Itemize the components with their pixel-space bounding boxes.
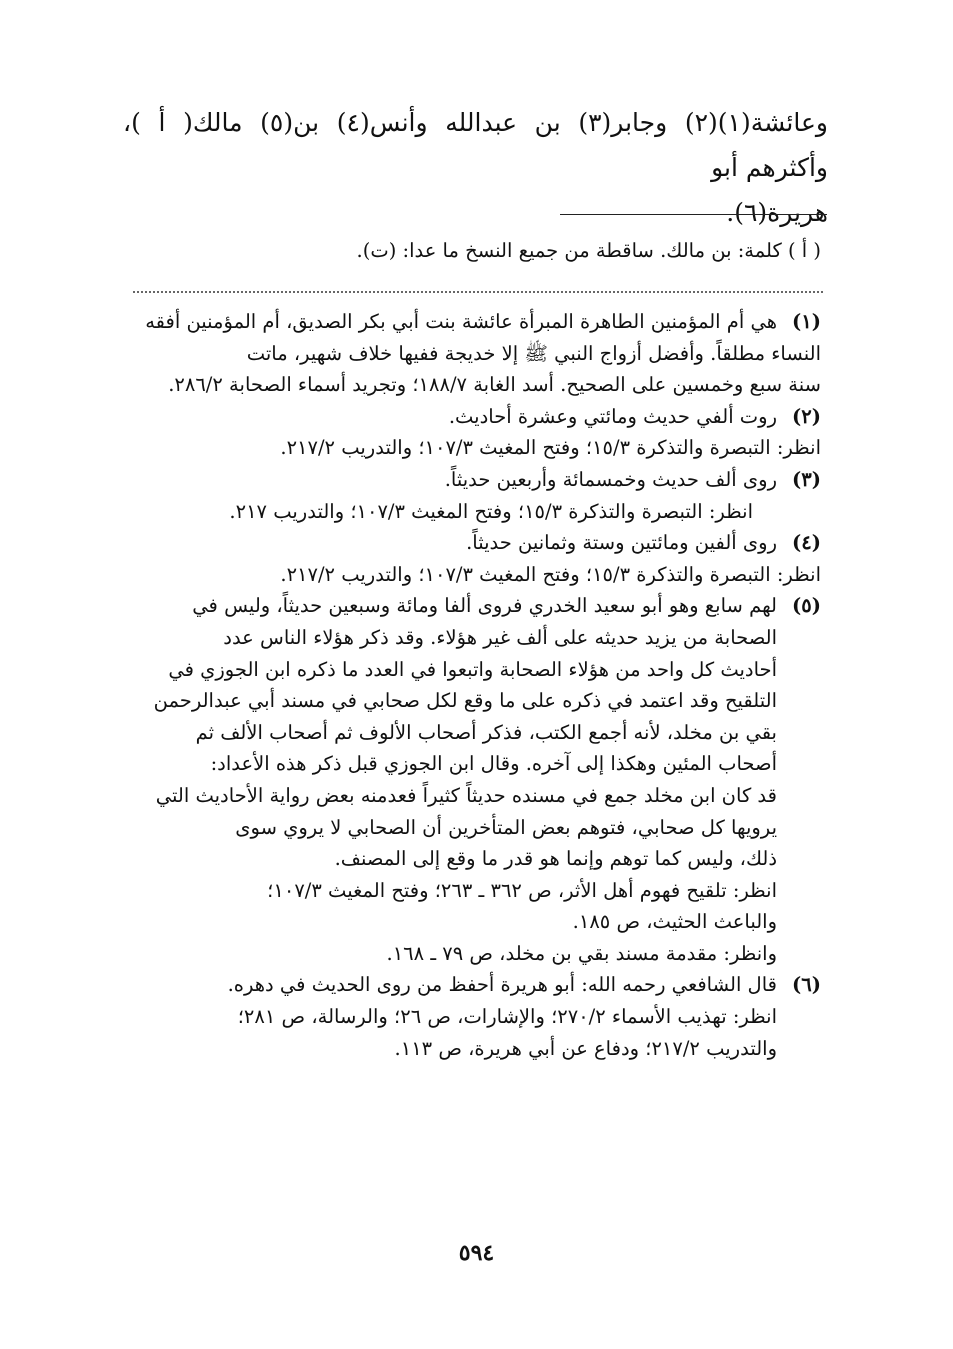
- footnote-number: (١): [792, 310, 821, 333]
- footnote-line: أحاديث كل واحد من هؤلاء الصحابة واتبعوا في العدد ما ذكره ابن الجوزي في: [168, 657, 777, 681]
- main-text-line: هريرة(٦).: [726, 198, 828, 227]
- footnote-line: انظر: تلقيح فهوم أهل الأثر، ص ٣٦٢ ـ ٢٦٣؛ وفتح المغيث ١٠٧/٣؛: [267, 878, 777, 902]
- footnote-line: وانظر: مقدمة مسند بقي بن مخلد، ص ٧٩ ـ ١٦٨.: [386, 941, 777, 965]
- footnote-line: التلقيح وقد اعتمد في ذكره على ما وقع لكل صحابي في مسند أبي عبدالرحمن: [153, 689, 777, 713]
- footnote-line: قال الشافعي رحمه الله: أبو هريرة أحفظ من روى الحديث في دهره.: [227, 973, 777, 997]
- footnote-number: (٥): [792, 594, 821, 618]
- footnote-line: والتدريب ٢١٧/٢؛ ودفاع عن أبي هريرة، ص ١١٣.: [394, 1036, 777, 1060]
- footnote-line: لهم سابع وهو أبو سعيد الخدري فروى ألفا ومائة وسبعين حديثاً، وليس في: [192, 594, 777, 618]
- main-text-line: وعائشة(١)(٢) وجابر(٣) بن عبدالله وأنس(٤) بن(٥) مالك( أ )، وأكثرهم أبو: [123, 108, 828, 182]
- footnote-line: انظر: التبصرة والتذكرة ١٥/٣؛ وفتح المغيث ١٠٧/٣؛ والتدريب ٢١٧/٢.: [280, 562, 821, 586]
- footnote-line: ذلك، وليس كما توهم وإنما هو قدر ما وقع إلى المصنف.: [334, 847, 777, 871]
- footnote-1: [126, 306, 821, 401]
- page-number: ٥٩٤: [458, 1240, 495, 1266]
- footnote-line: روت ألفي حديث ومائتي وعشرة أحاديث.: [448, 404, 777, 428]
- footnotes: [126, 306, 821, 1064]
- footnote-number: (٣): [792, 467, 821, 491]
- footnote-separator: [560, 214, 827, 215]
- dotted-divider: [133, 291, 823, 293]
- footnote-5: [126, 590, 821, 969]
- footnote-line: روى ألف حديث وخمسمائة وأربعين حديثاً.: [444, 467, 777, 491]
- footnote-line: أصحاب المئين وهكذا إلى آخره. وقال ابن الجوزي قبل ذكر هذه الأعداد:: [210, 752, 777, 776]
- footnote-line: روى ألفين ومائتين وستة وثمانين حديثاً.: [466, 531, 777, 555]
- footnote-2: [126, 401, 821, 464]
- footnote-line: بقي بن مخلد، لأنه أجمع الكتب، فذكر أصحاب الألوف ثم أصحاب الألف ثم: [195, 720, 777, 744]
- footnote-line: الصحابة من يزيد حديثه على ألف غير هؤلاء. وقد ذكر هؤلاء الناس عدد: [223, 625, 777, 649]
- footnote-4: [126, 527, 821, 590]
- footnote-line: قد كان ابن مخلد جمع في مسنده حديثاً كثيراً فعدمنه بعض رواية الأحاديث التي: [155, 783, 777, 807]
- footnote-line: سنة سبع وخمسين على الصحيح. أسد الغابة ١٨٨/٧؛ وتجريد أسماء الصحابة ٢٨٦/٢.: [168, 373, 821, 397]
- footnote-number: (٢): [792, 404, 821, 428]
- footnote-number: (٦): [792, 973, 821, 997]
- footnote-line: هي أم المؤمنين الطاهرة المبرأة عائشة بنت أبي بكر الصديق، أم المؤمنين أفقه: [145, 310, 777, 333]
- footnote-3: [126, 464, 821, 527]
- letter-footnote: ( أ ) كلمة: بن مالك. ساقطة من جميع النسخ ما عدا: (ت).: [356, 239, 821, 262]
- footnote-line: النساء مطلقاً. وأفضل أزواج النبي ﷺ إلا خديجة ففيها خلاف شهير، ماتت: [246, 341, 821, 365]
- footnote-line: انظر: التبصرة والتذكرة ١٥/٣؛ وفتح المغيث ١٠٧/٣؛ والتدريب ٢١٧/٢.: [280, 436, 821, 460]
- footnote-line: انظر: تهذيب الأسماء ٢٧٠/٢؛ والإشارات، ص ٢٦؛ والرسالة، ص ٢٨١؛: [237, 1005, 777, 1029]
- footnote-number: (٤): [792, 531, 821, 555]
- footnote-line: يرويها كل صحابي، فتوهم بعض المتأخرين أن الصحابي لا يروي سوى: [235, 815, 777, 839]
- footnote-line: والباعث الحثيث، ص ١٨٥.: [572, 910, 777, 934]
- footnote-line: انظر: التبصرة والتذكرة ١٥/٣؛ وفتح المغيث ١٠٧/٣؛ والتدريب ٢١٧.: [229, 499, 753, 523]
- footnote-6: [126, 969, 821, 1064]
